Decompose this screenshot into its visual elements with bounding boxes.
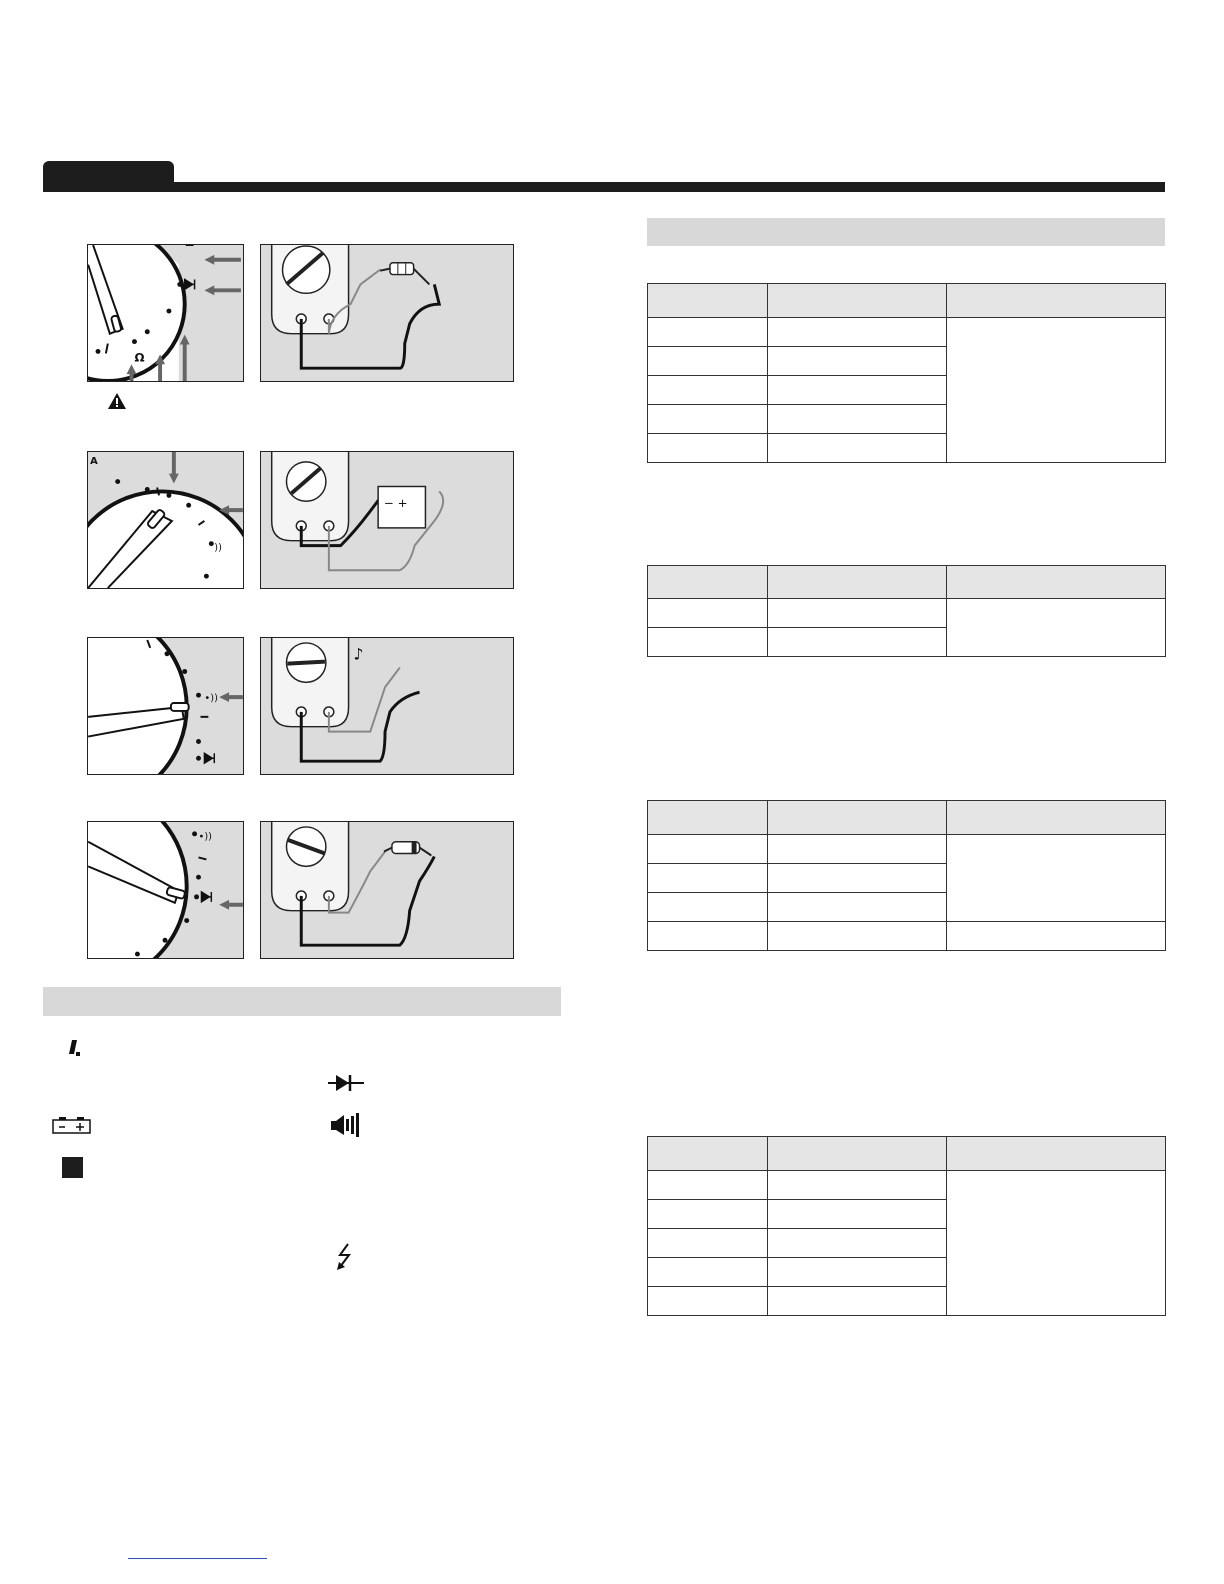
right-section-bar <box>647 218 1165 246</box>
merged-cell <box>947 835 1166 922</box>
merged-cell <box>947 1171 1166 1316</box>
svg-text:•)): •)) <box>198 831 213 843</box>
ohm-symbol-icon: Ω <box>134 350 145 365</box>
spec-table-1 <box>647 283 1166 463</box>
merged-cell <box>947 318 1166 463</box>
overload-digit-icon <box>66 1038 82 1065</box>
table-header-cell <box>648 1137 768 1171</box>
table-row <box>648 318 1166 347</box>
svg-text:A: A <box>90 455 98 467</box>
meter-figure-diode <box>260 821 514 959</box>
high-voltage-icon <box>334 1243 356 1276</box>
table-header-cell <box>648 284 768 318</box>
meter-figure-continuity <box>260 637 514 775</box>
spec-table-3 <box>647 800 1166 951</box>
spec-table-2 <box>647 565 1166 657</box>
dial-figure-resistance <box>87 244 244 382</box>
svg-text:•)): •)) <box>204 693 218 705</box>
table-header-cell <box>768 284 947 318</box>
continuity-sound-icon <box>330 1113 360 1142</box>
svg-text:− +: − + <box>384 496 408 511</box>
table-row <box>648 599 1166 628</box>
table-header-cell <box>768 566 947 599</box>
dial-figure-battery <box>87 451 244 589</box>
section-header-rule <box>43 182 1165 192</box>
table-header-cell <box>947 801 1166 835</box>
warning-triangle-icon <box>108 393 126 414</box>
diode-icon <box>328 1074 364 1097</box>
meter-figure-battery <box>260 451 514 589</box>
table-header-cell <box>768 801 947 835</box>
table-row <box>648 835 1166 864</box>
svg-text:)): )) <box>214 542 222 554</box>
table-header-cell <box>648 566 768 599</box>
table-header-cell <box>947 284 1166 318</box>
dial-figure-diode <box>87 821 244 959</box>
dial-figure-continuity <box>87 637 244 775</box>
table-header-cell <box>947 566 1166 599</box>
table-row <box>648 1171 1166 1200</box>
symbols-section-bar <box>43 987 561 1016</box>
table-header-cell <box>947 1137 1166 1171</box>
meter-figure-resistance <box>260 244 514 382</box>
table-row <box>648 922 1166 951</box>
merged-cell <box>947 599 1166 657</box>
hold-square-icon <box>62 1157 83 1178</box>
music-note-icon: ♪ <box>353 644 364 664</box>
table-header-cell <box>768 1137 947 1171</box>
battery-icon <box>52 1116 92 1139</box>
footer-link-underline[interactable] <box>128 1558 267 1559</box>
spec-table-4 <box>647 1136 1166 1316</box>
table-header-cell <box>648 801 768 835</box>
